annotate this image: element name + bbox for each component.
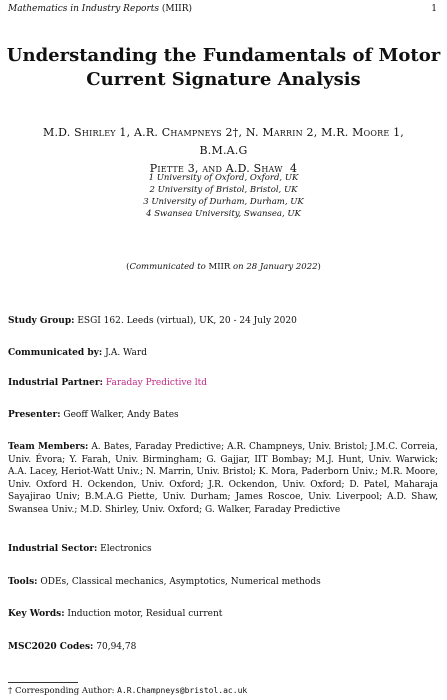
journal-abbrev: (MIIR)	[161, 4, 192, 14]
key-words-field	[8, 608, 438, 621]
title-line-2: Current Signature Analysis	[86, 69, 361, 90]
footnote-text: Corresponding Author:	[14, 686, 115, 696]
authors-line-1: M.D. Shirley 1, A.R. Champneys 2†, N. Marrin 2, M.R. Moore 1, B.M.A.G	[43, 126, 404, 157]
presenter-field	[8, 409, 438, 422]
tools-label: Tools:	[8, 577, 38, 587]
affiliation-1: 1 University of Oxford, Oxford, UK	[148, 173, 299, 183]
affiliation-4: 4 Swansea University, Swansea, UK	[146, 209, 301, 219]
industrial-sector-field	[8, 543, 438, 556]
paren-open: (	[126, 262, 130, 272]
tools-field	[8, 576, 438, 589]
industrial-partner-label: Industrial Partner:	[8, 378, 103, 388]
page-number: 1	[431, 4, 437, 14]
journal-name: Mathematics in Industry Reports	[8, 4, 159, 14]
team-members-value: A. Bates, Faraday Predictive; A.R. Champneys, Univ. Bristol; J.M.C. Correia, Univ. Évora; Y. Farah, Univ. Birmingham; G. Gajjar, IIT Bombay; M.J. Hunt, Univ. Warwick; A.A. Lacey, Heriot-Watt Univ.; N. Marrin, Univ. Bristol; K. Mora, Paderborn Univ.; M.R. Moore, Univ. Oxford H. Ockendon, Univ. Oxford; J.R. Ockendon, Univ. Oxford; D. Patel, Maharaja Sayajirao Univ; B.M.A.G Piette, Univ. Durham; James Roscoe, Univ. Liverpool; A.D. Shaw, Swansea Univ.; M.D. Shirley, Univ. Oxford; G. Walker, Faraday Predictive	[8, 442, 438, 515]
affiliation-3: 3 University of Durham, Durham, UK	[143, 197, 304, 207]
msc2020-value: 70,94,78	[96, 642, 137, 652]
author-list	[20, 124, 427, 178]
affiliation-2: 2 University of Bristol, Bristol, UK	[149, 185, 298, 195]
running-head	[8, 4, 192, 14]
authors-line-2: Piette 3, and A.D. Shaw 4	[149, 162, 298, 175]
footnote	[8, 686, 247, 696]
industrial-sector-value: Electronics	[100, 544, 152, 554]
team-members-label: Team Members:	[8, 442, 89, 452]
study-group-value: ESGI 162. Leeds (virtual), UK, 20 - 24 July 2020	[77, 316, 297, 326]
presenter-value: Geoff Walker, Andy Bates	[63, 410, 179, 420]
industrial-partner-field	[8, 377, 438, 390]
study-group-label: Study Group:	[8, 316, 75, 326]
title-line-1: Understanding the Fundamentals of Motor	[6, 45, 441, 66]
tools-value: ODEs, Classical mechanics, Asymptotics, Numerical methods	[40, 577, 321, 587]
communicated-date: on 28 January 2022	[233, 262, 318, 272]
footnote-rule	[8, 682, 78, 683]
msc2020-label: MSC2020 Codes:	[8, 642, 94, 652]
affiliations	[0, 172, 447, 220]
key-words-value: Induction motor, Residual current	[67, 609, 223, 619]
corresponding-email[interactable]: A.R.Champneys@bristol.ac.uk	[117, 686, 248, 695]
footnote-marker: †	[8, 686, 13, 696]
communicated-by-value: J.A. Ward	[105, 348, 147, 358]
communicated-note	[0, 262, 447, 272]
team-members-field	[8, 441, 438, 516]
communicated-prefix: Communicated to	[129, 262, 206, 272]
communicated-by-label: Communicated by:	[8, 348, 103, 358]
communicated-by-field	[8, 347, 438, 360]
msc2020-field	[8, 641, 438, 654]
paper-title	[0, 44, 447, 92]
industrial-sector-label: Industrial Sector:	[8, 544, 98, 554]
key-words-label: Key Words:	[8, 609, 65, 619]
industrial-partner-link[interactable]: Faraday Predictive ltd	[105, 378, 207, 388]
paren-close: )	[317, 262, 321, 272]
presenter-label: Presenter:	[8, 410, 61, 420]
study-group-field	[8, 315, 438, 328]
communicated-venue: MIIR	[208, 262, 231, 272]
